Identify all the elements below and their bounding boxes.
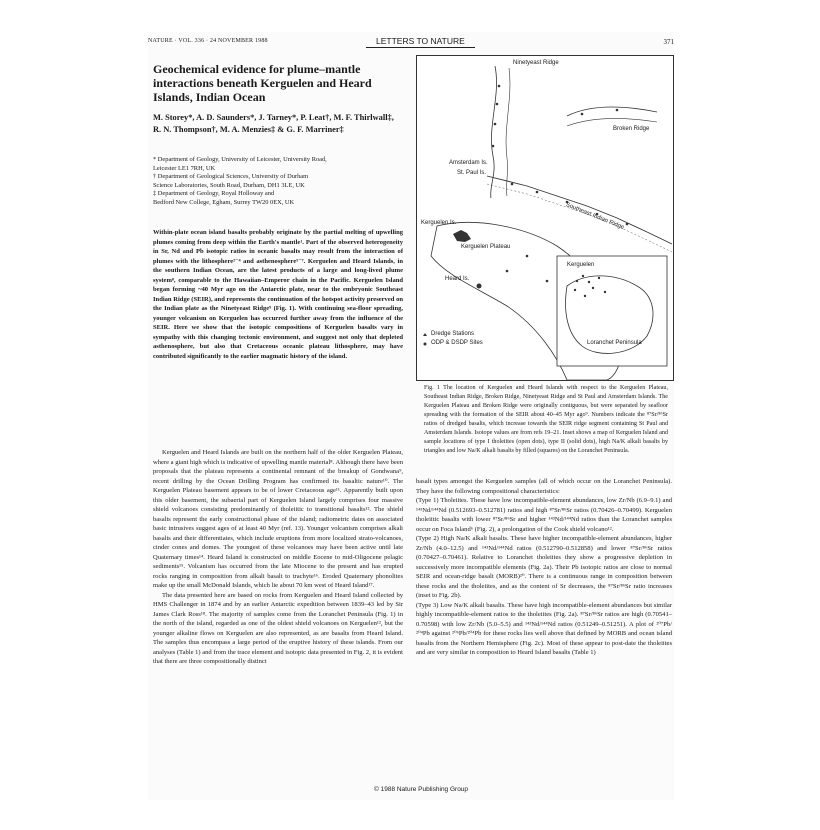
body-paragraph: (Type 3) Low Na/K alkali basalts. These have high incompatible-element abundances but similar highly incompatible-element ratios to the tholeiites (Fig. 2a). ⁸⁷Sr/⁸⁶Sr ratios are high (0.70541–0.70598) with low Zr/Nb (5.0–5.5) and ¹⁴³Nd/¹⁴⁴Nd ratios (0.51249–0.51251). A plot of ²⁰⁷Pb/²⁰⁴Pb against ²⁰⁶Pb/²⁰⁴Pb for these rocks lies well above that defined by MORB and ocean island basalts from the Northern Hemisphere (Fig. 2c). Most of these appear to post-date the tholeiites and are very similar in composition to Heard Island basalts (Table 1) <box>416 601 672 656</box>
body-paragraph: (Type 2) High Na/K alkali basalts. These have higher incompatible-element abundances, higher Zr/Nb (4.0–12.5) and ¹⁴³Nd/¹⁴⁴Nd ratios (0.512790–0.512858) and lower ⁸⁷Sr/⁸⁶Sr ratios (0.70427–0.70461). Relative to Loranchet tholeiites they show a progressive depletion in successively more incompatible elements (Fig. 2a). Their Pb isotopic ratios are close to normal SEIR and ocean-ridge basalt (MORB)²⁰. There is a continuous range in composition between these rocks and the tholeiites, and as the content of Sr decreases, the ⁸⁷Sr/⁸⁶Sr ratio increases (inset to Fig. 2b). <box>416 535 672 599</box>
heard-island-shape <box>477 284 482 289</box>
body-column-left <box>153 448 403 781</box>
affiliation-line: Science Laboratories, South Road, Durham, DH1 3LE, UK <box>153 181 305 189</box>
affiliation-line: * Department of Geology, University of Leicester, University Road, <box>153 156 327 163</box>
page-number: 371 <box>663 38 674 46</box>
legend-item-odp: ODP & DSDP Sites <box>431 340 483 346</box>
broken-ridge-outline <box>567 107 657 116</box>
label-amsterdam: Amsterdam Is. <box>449 160 488 166</box>
section-header: LETTERS TO NATURE <box>366 36 475 48</box>
body-paragraph: (Type 1) Tholeiites. These have low incompatible-element abundances, low Zr/Nb (6.9–9.1) and ¹⁴³Nd/¹⁴⁴Nd (0.512693–0.512781) ratios and high ⁸⁷Sr/⁸⁶Sr ratios (0.70426–0.70499). Kerguelen tholeiitic basalts with lower ⁸⁷Sr/⁸⁶Sr and higher ¹⁴³Nd/¹⁴⁴Nd ratios than the Loranchet samples occur on Foca Island⁶ (Fig. 2), a prolongation of the Cook shield volcano¹². <box>416 497 672 533</box>
article-authors: M. Storey*, A. D. Saunders*, J. Tarney*, P. Leat†, M. F. Thirlwall‡, R. N. Thompson†, M. A. Menzies‡ & G. F. Marriner‡ <box>153 113 394 134</box>
dredge-station-marks <box>492 85 629 283</box>
abstract: Within-plate ocean island basalts probably originate by the partial melting of upwelling plumes coming from deep within the Earth's mantle¹. Part of the observed heterogeneity in Sr, Nd and Pb isotopic ratios in oceanic basalts may result from the interaction of plumes with the lithosphere²⁻⁴ and asthenosphere⁵⁻⁷. Kerguelen and Heard Islands, in the southern Indian Ocean, are the latest products of a large and long-lived plume system⁸, comparable to the Hawaiian–Emperor chain in the Pacific. Kerguelen Island began forming ~40 Myr ago on the Antarctic plate, near to the embryonic Southeast Indian Ridge (SEIR), and represents the continuation of the hotspot activity preserved on the Indian plate as the Ninetyeast Ridge⁹ (Fig. 1). With continuing sea-floor spreading, younger volcanism on Kerguelen has occurred further away from the influence of the SEIR. Here we show that the isotopic compositions of Kerguelen basalts vary in sympathy with this changing tectonic environment, and suggest not only that depleted asthenosphere, but also that Cretaceous oceanic plateau lithosphere, may have contributed significantly to the earlier magmatic history of the island. <box>153 229 403 360</box>
map-legend <box>421 330 483 348</box>
legend-item-dredge: Dredge Stations <box>431 331 475 337</box>
label-kerguelen-plateau: Kerguelen Plateau <box>461 244 511 250</box>
label-ninetyeast-ridge: Ninetyeast Ridge <box>513 60 559 66</box>
label-heard: Heard Is. <box>445 276 470 282</box>
affiliation-line: † Department of Geological Sciences, University of Durham <box>153 173 309 181</box>
figure-map <box>416 55 674 381</box>
body-paragraph: basalt types amongst the Kerguelen samples (all of which occur on the Loranchet Peninsula). They have the following compositional characteristics: <box>416 478 672 495</box>
affiliation-line: Bedford New College, Egham, Surrey TW20 0EX, UK <box>153 198 295 206</box>
journal-header: NATURE · VOL. 336 · 24 NOVEMBER 1988 <box>148 38 268 44</box>
label-inset-kerguelen: Kerguelen <box>567 262 595 268</box>
label-broken-ridge: Broken Ridge <box>613 126 650 132</box>
affiliation-line: Leicester LE1 7RH, UK <box>153 164 216 172</box>
copyright-footer: © 1988 Nature Publishing Group <box>374 786 469 793</box>
label-loranchet: Loranchet Peninsula <box>587 340 642 346</box>
body-paragraph: Kerguelen and Heard Islands are built on the northern half of the older Kerguelen Plateau, where a giant high which is indicative of upwelling mantle material⁸. Although there have been proposals that the plateau represents a continental remnant of the breakup of Gondwana⁹, recent drilling by the Ocean Drilling Program has confirmed its basaltic nature¹⁰. The Kerguelen Plateau basement appears to be of lower Cretaceous age¹¹. Apparently built upon this older basement, the subaerial part of Kerguelen Island largely comprises four massive shield volcanoes consisting predominantly of tholeiitic to transitional basalts¹². The shield basalts represent the early constructional phase of the island; radiometric dates on associated basic intrusives suggest ages of at least 40 Myr (ref. 13). Younger volcanism comprises alkali basalts and their differentiates, which include eruptions from more localized strato-volcanoes, cinder cones and domes. The youngest of these volcanoes may have been active until late Quaternary times¹⁴. Heard Island is constructed on middle Eocene to mid-Oligocene pelagic sediments¹⁵. Volcanism has occurred from the late Miocene to the present and has erupted rocks ranging in composition from alkali basalt to trachyte¹⁶. Eroded Quaternary phonolites make up the small McDonald Islands, which lie about 70 km west of Heard Island¹⁷. <box>153 449 403 589</box>
body-column-right <box>416 477 672 781</box>
inset-box <box>557 256 667 366</box>
affiliation-line: ‡ Department of Geology, Royal Holloway and <box>153 190 275 198</box>
body-paragraph: The data presented here are based on rocks from Kerguelen and Heard Island collected by HMS Challenger in 1874 and by an earlier Antarctic expedition between 1839–43 led by Sir James Clark Ross¹⁸. The majority of samples come from the Loranchet Peninsula (Fig. 1) in the north of the island, regarded as one of the oldest shield volcanoes on Kerguelen¹², but the younger alkaline flows on Kerguelen are also represented, as are basalts from Heard Island. The samples thus encompass a large period of the eruptive history of these islands. From our analyses (Table 1) and from the trace element and isotopic data presented in Fig. 2, it is evident that there are three compositionally distinct <box>153 591 403 665</box>
article-title: Geochemical evidence for plume–mantle interactions beneath Kerguelen and Heard Islands, Indian Ocean <box>153 62 372 104</box>
label-seir: Southeast Indian Ridge <box>564 202 625 231</box>
label-kerguelen: Kerguelen Is. <box>421 220 457 226</box>
kerguelen-island-shape <box>453 230 471 242</box>
figure-caption: Fig. 1 The location of Kerguelen and Heard Islands with respect to the Kerguelen Plateau, Southeast Indian Ridge, Broken Ridge, Ninetyeast Ridge and St Paul and Amsterdam Islands. The Kerguelen Plateau and Broken Ridge were originally contiguous, but were separated by seafloor spreading with the formation of the SEIR about 40–45 Myr ago⁹. Numbers indicate the ⁸⁷Sr/⁸⁶Sr ratios of dredged basalts, which increase towards the SEIR ridge segment containing St Paul and Amsterdam Islands. Isotope values are from refs 19–21. Inset shows a map of Kerguelen Island and sample locations of type I tholeiites (open dots), type II (solid dots), high Na/K alkali basalts by triangles and low Na/K alkali basalts by filled (squares) on the Loranchet Peninsula. <box>424 385 668 454</box>
label-st-paul: St. Paul Is. <box>457 170 487 176</box>
article-page <box>148 32 674 800</box>
affiliations <box>153 156 403 208</box>
